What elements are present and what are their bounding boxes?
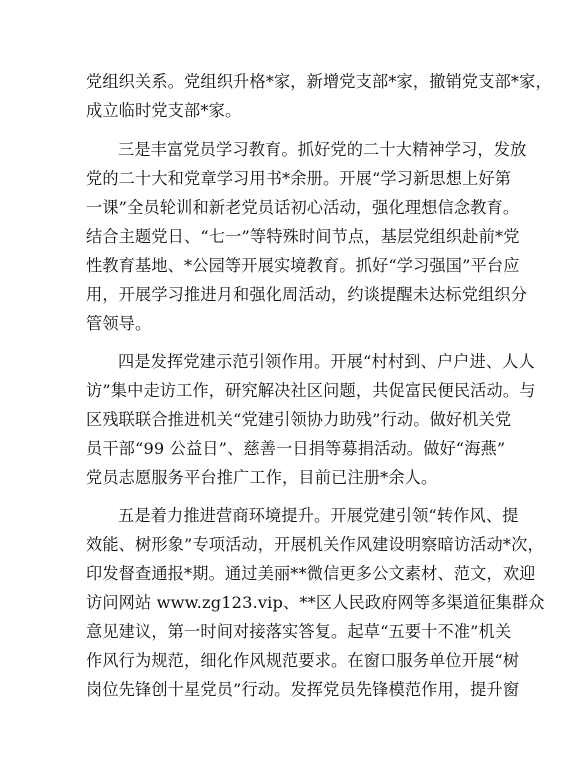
paragraph-2-line-3: 一课”全员轮训和新老党员话初心活动，强化理想信念教育。	[86, 198, 520, 217]
paragraph-4-line-4: 访问网站 www.zg123.vip、**区人民政府网等多渠道征集群众	[86, 593, 545, 612]
paragraph-3-line-4: 员干部“99 公益日”、慈善一日捐等募捐活动。做好“海燕”	[86, 439, 506, 458]
paragraph-4-line-7: 岗位先锋创十星党员”行动。发挥党员先锋模范作用，提升窗	[86, 680, 520, 699]
paragraph-1-line-2: 成立临时党支部*家。	[86, 101, 242, 120]
paragraph-3-line-2: 访”集中走访工作，研究解决社区问题，共促富民便民活动。与	[86, 381, 536, 400]
paragraph-4-line-5: 意见建议，第一时间对接落实答复。起草“五要十不准”机关	[86, 622, 512, 641]
paragraph-2-line-5: 性教育基地、*公园等开展实境教育。抓好“学习强国”平台应	[86, 256, 520, 275]
paragraph-2-line-4: 结合主题党日、“七一”等特殊时间节点，基层党组织赴前*党	[86, 227, 520, 246]
paragraph-4-line-3: 印发督查通报*期。通过美丽**微信更多公文素材、范文，欢迎	[86, 564, 536, 583]
paragraph-1-line-1: 党组织关系。党组织升格*家，新增党支部*家，撤销党支部*家，	[86, 72, 552, 91]
paragraph-4-line-2: 效能、树形象”专项活动，开展机关作风建设明察暗访活动*次，	[86, 535, 544, 554]
paragraph-3-line-3: 区残联联合推进机关“党建引领协力助残”行动。做好机关党	[86, 410, 512, 429]
paragraph-2-line-2: 党的二十大和党章学习用书*余册。开展“学习新思想上好第	[86, 169, 512, 188]
paragraph-2-line-1: 三是丰富党员学习教育。抓好党的二十大精神学习，发放	[118, 140, 527, 159]
paragraph-4-line-6: 作风行为规范，细化作风规范要求。在窗口服务单位开展“树	[86, 651, 520, 670]
paragraph-3-line-5: 党员志愿服务平台推广工作，目前已注册*余人。	[86, 468, 438, 487]
paragraph-3-line-1: 四是发挥党建示范引领作用。开展“村村到、户户进、人人	[118, 352, 535, 371]
paragraph-4-line-1: 五是着力推进营商环境提升。开展党建引领“转作风、提	[118, 506, 519, 525]
paragraph-2-line-6: 用，开展学习推进月和强化周活动，约谈提醒未达标党组织分	[86, 285, 528, 304]
paragraph-2-line-7: 管领导。	[86, 314, 152, 333]
